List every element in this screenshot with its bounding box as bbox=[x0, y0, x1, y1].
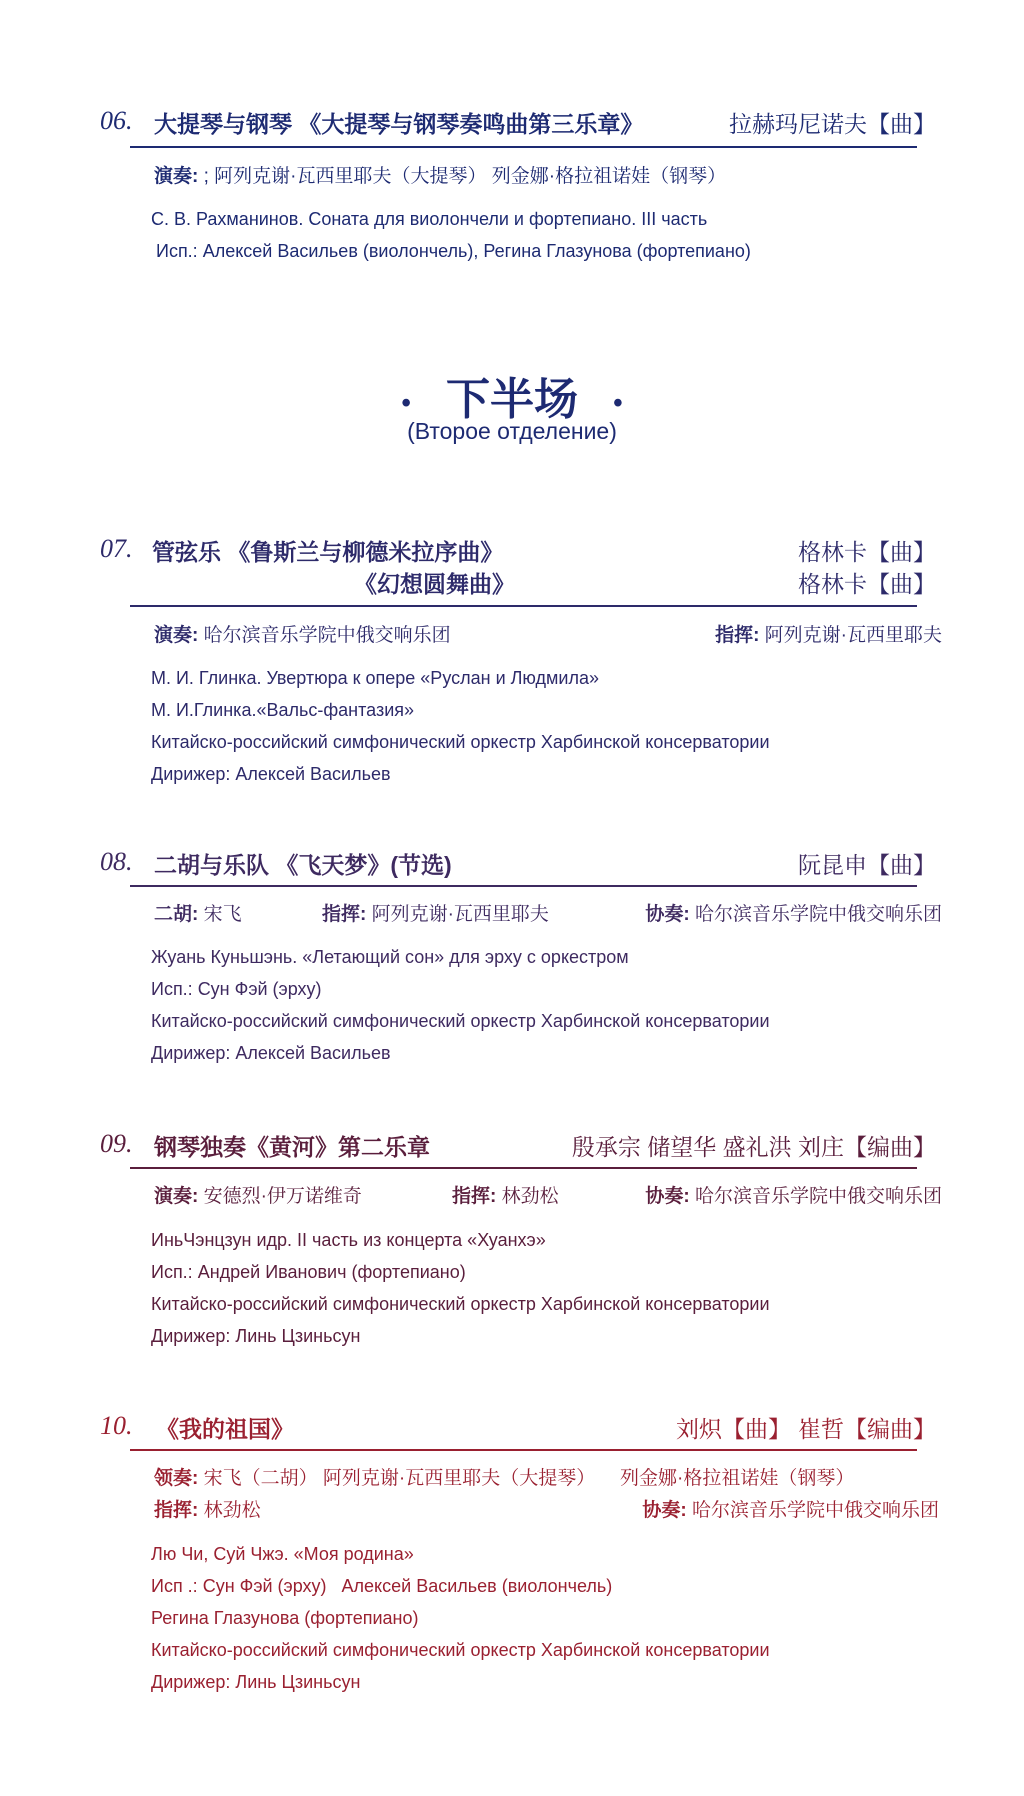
item-title: 《我的祖国》 bbox=[156, 1416, 294, 1442]
divider bbox=[130, 885, 917, 887]
conductor-label: 指挥: bbox=[154, 1500, 199, 1521]
conductor bbox=[322, 899, 549, 926]
item-number: 08. bbox=[100, 847, 133, 876]
performers bbox=[154, 620, 451, 647]
performers bbox=[154, 161, 726, 188]
item-number: 07. bbox=[100, 534, 133, 563]
russian-line: Регина Глазунова (фортепиано) bbox=[151, 1608, 419, 1628]
conductor-label: 指挥: bbox=[322, 904, 367, 925]
divider bbox=[130, 1167, 917, 1169]
russian-line: Китайско-российский симфонический оркестр Харбинской консерватории bbox=[151, 732, 770, 752]
conductor-value: 林劲松 bbox=[203, 1500, 261, 1521]
performers-label: 演奏: bbox=[154, 625, 199, 646]
accompaniment bbox=[645, 899, 942, 926]
performers-value: 哈尔滨音乐学院中俄交响乐团 bbox=[203, 625, 451, 646]
russian-line: Исп.: Андрей Иванович (фортепиано) bbox=[151, 1262, 466, 1282]
russian-line: Китайско-российский симфонический оркестр Харбинской консерватории bbox=[151, 1294, 770, 1314]
divider bbox=[130, 605, 917, 607]
composer: 阮昆申【曲】 bbox=[798, 852, 936, 878]
erhu-soloist bbox=[154, 899, 242, 926]
russian-line: Дирижер: Линь Цзиньсун bbox=[151, 1326, 361, 1346]
accompaniment-value: 哈尔滨音乐学院中俄交响乐团 bbox=[694, 904, 942, 925]
conductor-value: 阿列克谢·瓦西里耶夫 bbox=[764, 625, 942, 646]
conductor bbox=[154, 1495, 261, 1522]
russian-line: Исп .: Сун Фэй (эрху) Алексей Васильев (виолончель) bbox=[151, 1576, 613, 1596]
performers bbox=[154, 1181, 362, 1208]
performers-value: ; 阿列克谢·瓦西里耶夫（大提琴） 列金娜·格拉祖诺娃（钢琴） bbox=[203, 166, 727, 187]
item-title: 管弦乐 《鲁斯兰与柳德米拉序曲》 bbox=[152, 539, 504, 565]
item-title: 钢琴独奏《黄河》第二乐章 bbox=[154, 1134, 430, 1160]
item-title-second: 《幻想圆舞曲》 bbox=[354, 571, 515, 597]
conductor-label: 指挥: bbox=[452, 1186, 497, 1207]
item-title: 二胡与乐队 《飞天梦》(节选) bbox=[154, 852, 452, 878]
accompaniment-label: 协奏: bbox=[645, 1186, 690, 1207]
item-number: 06. bbox=[100, 106, 133, 135]
performers-label: 演奏: bbox=[154, 1186, 199, 1207]
russian-line: Исп.: Алексей Васильев (виолончель), Регина Глазунова (фортепиано) bbox=[156, 241, 751, 261]
conductor-label: 指挥: bbox=[715, 625, 760, 646]
lead-performers bbox=[154, 1463, 595, 1490]
russian-line: Дирижер: Линь Цзиньсун bbox=[151, 1672, 361, 1692]
composer: 格林卡【曲】 bbox=[798, 539, 936, 565]
lead-label: 领奏: bbox=[154, 1468, 199, 1489]
intermission-subtitle: (Второе отделение) bbox=[407, 418, 617, 444]
russian-line: М. И.Глинка.«Вальс-фантазия» bbox=[151, 700, 415, 720]
erhu-value: 宋飞 bbox=[203, 904, 242, 925]
russian-line: Лю Чи, Суй Чжэ. «Моя родина» bbox=[151, 1544, 414, 1564]
lead-performers-pianist: 列金娜·格拉祖诺娃（钢琴） bbox=[620, 1468, 855, 1489]
bullet-icon: • bbox=[613, 387, 623, 419]
bullet-icon: • bbox=[401, 387, 411, 419]
intermission-title: 下半场 bbox=[446, 375, 578, 424]
performers-value: 安德烈·伊万诺维奇 bbox=[203, 1186, 362, 1207]
erhu-label: 二胡: bbox=[154, 904, 199, 925]
accompaniment bbox=[645, 1181, 942, 1208]
conductor-value: 林劲松 bbox=[501, 1186, 559, 1207]
conductor bbox=[452, 1181, 559, 1208]
accompaniment-value: 哈尔滨音乐学院中俄交响乐团 bbox=[691, 1500, 939, 1521]
item-number: 10. bbox=[100, 1411, 133, 1440]
accompaniment-label: 协奏: bbox=[645, 904, 690, 925]
russian-line: Китайско-российский симфонический оркестр Харбинской консерватории bbox=[151, 1011, 770, 1031]
russian-line: Исп.: Сун Фэй (эрху) bbox=[151, 979, 322, 999]
accompaniment-label: 协奏: bbox=[642, 1500, 687, 1521]
divider bbox=[130, 146, 917, 148]
composer: 殷承宗 储望华 盛礼洪 刘庄【编曲】 bbox=[571, 1134, 936, 1160]
russian-line: М. И. Глинка. Увертюра к опере «Руслан и Людмила» bbox=[151, 668, 599, 688]
russian-line: Дирижер: Алексей Васильев bbox=[151, 1043, 391, 1063]
composer: 拉赫玛尼诺夫【曲】 bbox=[729, 111, 936, 137]
accompaniment bbox=[642, 1495, 939, 1522]
russian-line: Жуань Куньшэнь. «Летающий сон» для эрху с оркестром bbox=[151, 947, 629, 967]
conductor-value: 阿列克谢·瓦西里耶夫 bbox=[371, 904, 549, 925]
composer: 刘炽【曲】 bbox=[676, 1416, 791, 1442]
item-title: 大提琴与钢琴 《大提琴与钢琴奏鸣曲第三乐章》 bbox=[154, 111, 644, 137]
russian-line: ИньЧэнцзун идр. II часть из концерта «Хуанхэ» bbox=[151, 1230, 546, 1250]
arranger: 崔哲【编曲】 bbox=[798, 1416, 936, 1442]
lead-value: 宋飞（二胡） 阿列克谢·瓦西里耶夫（大提琴） bbox=[203, 1468, 596, 1489]
composer-second: 格林卡【曲】 bbox=[798, 571, 936, 597]
russian-line: С. В. Рахманинов. Соната для виолончели и фортепиано. III часть bbox=[151, 209, 708, 229]
item-number: 09. bbox=[100, 1129, 133, 1158]
performers-label: 演奏: bbox=[154, 166, 199, 187]
russian-line: Китайско-российский симфонический оркестр Харбинской консерватории bbox=[151, 1640, 770, 1660]
conductor bbox=[715, 620, 942, 647]
russian-line: Дирижер: Алексей Васильев bbox=[151, 764, 391, 784]
divider bbox=[130, 1449, 917, 1451]
accompaniment-value: 哈尔滨音乐学院中俄交响乐团 bbox=[694, 1186, 942, 1207]
